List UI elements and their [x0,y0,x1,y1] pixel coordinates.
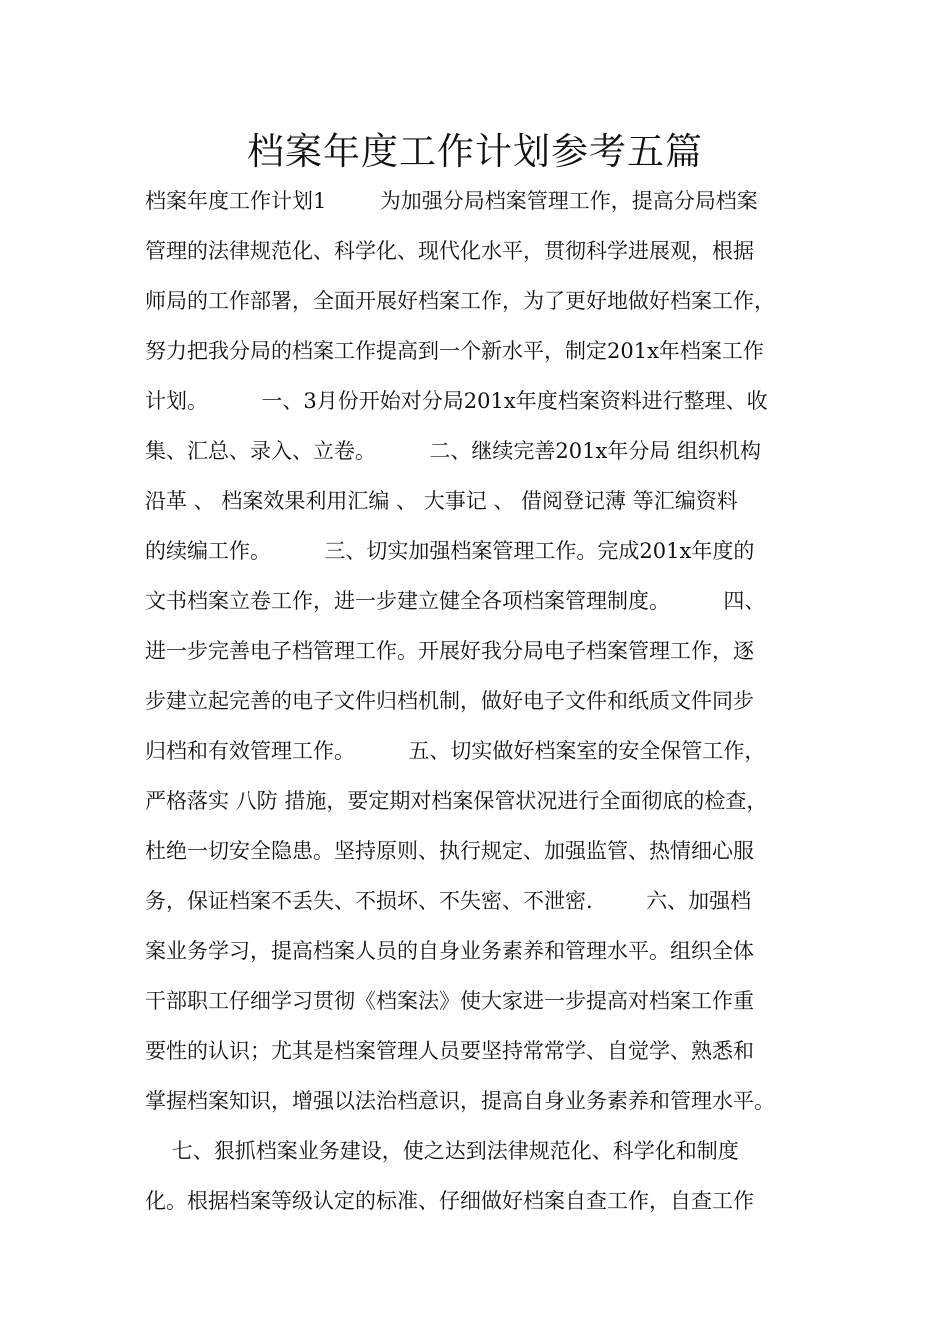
text-line: 的续编工作。 三、切实加强档案管理工作。完成201x年度的 [145,539,755,563]
text-line: 化。根据档案等级认定的标准、仔细做好档案自查工作，自查工作 [145,1189,754,1213]
text-line: 要性的认识；尤其是档案管理人员要坚持常常学、自觉学、熟悉和 [145,1039,754,1063]
text-line: 案业务学习，提高档案人员的自身业务素养和管理水平。组织全体 [145,939,754,963]
text-line: 步建立起完善的电子文件归档机制，做好电子文件和纸质文件同步 [145,689,754,713]
text-line: 进一步完善电子档管理工作。开展好我分局电子档案管理工作，逐 [145,639,754,663]
text-line: 管理的法律规范化、科学化、现代化水平，贯彻科学进展观，根据 [145,239,754,263]
text-line: 文书档案立卷工作，进一步建立健全各项档案管理制度。 四、 [145,589,766,613]
text-line: 计划。 一、3月份开始对分局201x年度档案资料进行整理、收 [145,389,768,413]
document-body [145,176,825,1226]
text-line: 师局的工作部署，全面开展好档案工作，为了更好地做好档案工作， [145,289,775,313]
text-line: 务，保证档案不丢失、不损坏、不失密、不泄密. 六、加强档 [145,889,752,913]
text-line: 沿革 、 档案效果利用汇编 、 大事记 、 借阅登记薄 等汇编资料 [145,489,738,513]
text-line: 干部职工仔细学习贯彻《档案法》使大家进一步提高对档案工作重 [145,989,754,1013]
text-line: 档案年度工作计划1 为加强分局档案管理工作，提高分局档案 [145,189,758,213]
text-line: 杜绝一切安全隐患。坚持原则、执行规定、加强监管、热情细心服 [145,839,754,863]
text-line: 集、汇总、录入、立卷。 二、继续完善201x年分局 组织机构 [145,439,762,463]
text-line: 努力把我分局的档案工作提高到一个新水平，制定201x年档案工作 [145,339,764,363]
text-line: 严格落实 八防 措施，要定期对档案保管状况进行全面彻底的检查， [145,789,768,813]
document-title: 档案年度工作计划参考五篇 [247,130,703,173]
text-line: 七、狠抓档案业务建设，使之达到法律规范化、科学化和制度 [145,1139,739,1163]
text-line: 掌握档案知识，增强以法治档意识，提高自身业务素养和管理水平。 [145,1089,775,1113]
text-line: 归档和有效管理工作。 五、切实做好档案室的安全保管工作， [145,739,766,763]
